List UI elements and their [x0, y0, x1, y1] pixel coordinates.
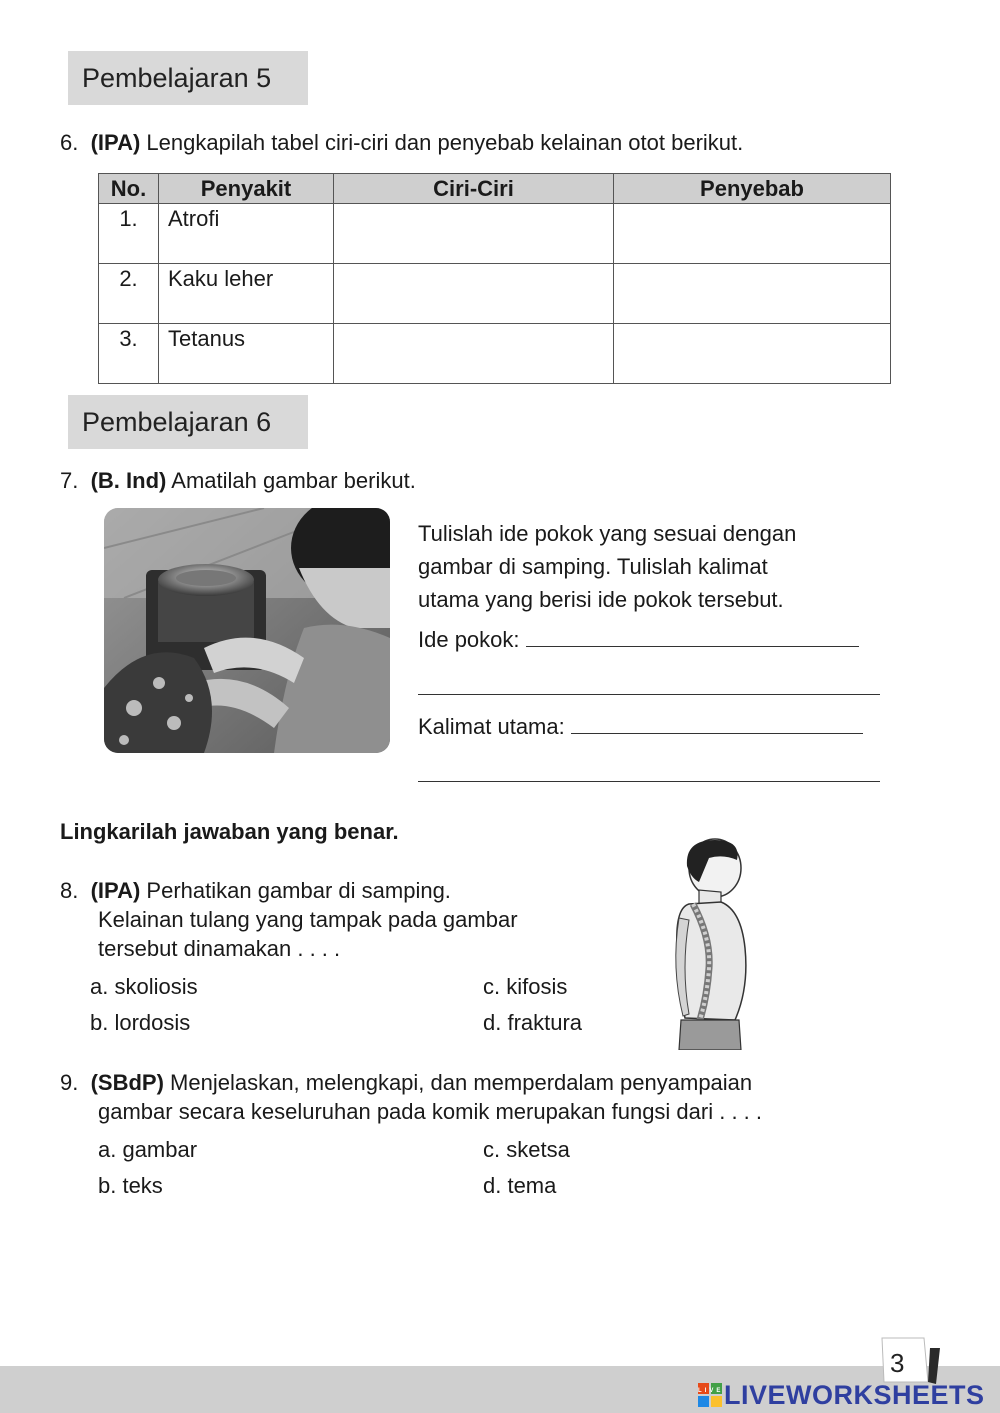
question-number: 6.	[60, 130, 79, 155]
instruction-line: gambar di samping. Tulislah kalimat	[418, 554, 768, 579]
row-number: 1.	[99, 204, 159, 264]
question-subject: (IPA)	[90, 878, 141, 903]
section-header-pembelajaran-5: Pembelajaran 5	[68, 51, 308, 105]
question-9-line-2: gambar secara keseluruhan pada komik merupakan fungsi dari . . . .	[98, 1099, 763, 1124]
liveworksheets-brand[interactable]	[698, 1380, 985, 1410]
table-header-penyebab: Penyebab	[614, 174, 891, 204]
table-row	[99, 264, 891, 324]
q8-option-b[interactable]: b. lordosis	[90, 1010, 191, 1035]
spine-illustration	[665, 838, 755, 1050]
section-header-pembelajaran-6: Pembelajaran 6	[68, 395, 308, 449]
question-subject: (SBdP)	[90, 1070, 164, 1095]
answer-cell-ciri[interactable]	[334, 324, 614, 384]
kalimat-utama-answer-line-2[interactable]	[418, 781, 880, 782]
answer-cell-penyebab[interactable]	[614, 264, 891, 324]
q8-option-a[interactable]: a. skoliosis	[90, 974, 198, 999]
question-7-instruction	[418, 517, 796, 616]
question-8	[60, 876, 451, 905]
answer-cell-ciri[interactable]	[334, 264, 614, 324]
question-subject: (B. Ind)	[90, 468, 167, 493]
kalimat-utama-answer-line[interactable]	[571, 713, 863, 734]
page-number: 3	[890, 1348, 905, 1378]
ide-pokok-answer-line-2[interactable]	[418, 694, 880, 695]
page-tab-icon	[878, 1334, 942, 1386]
q9-option-b[interactable]: b. teks	[98, 1173, 163, 1198]
muscle-disorder-table	[98, 173, 891, 384]
q8-option-c[interactable]: c. kifosis	[483, 974, 568, 999]
answer-cell-penyebab[interactable]	[614, 324, 891, 384]
question-number: 7.	[60, 468, 79, 493]
photo-woman-stove-image	[104, 508, 390, 753]
liveworksheets-text: LIVEWORKSHEETS	[724, 1379, 985, 1410]
row-disease: Atrofi	[159, 204, 334, 264]
table-row	[99, 324, 891, 384]
question-text: Amatilah gambar berikut.	[171, 468, 416, 493]
instruction-line: utama yang berisi ide pokok tersebut.	[418, 587, 784, 612]
question-text: Lengkapilah tabel ciri-ciri dan penyebab kelainan otot berikut.	[146, 130, 744, 155]
table-header-penyakit: Penyakit	[159, 174, 334, 204]
q9-option-a[interactable]: a. gambar	[98, 1137, 198, 1162]
question-number: 9.	[60, 1070, 79, 1095]
question-text: Menjelaskan, melengkapi, dan memperdalam penyampaian	[170, 1070, 753, 1095]
photo-woman-stove	[104, 508, 390, 753]
ide-pokok-label: Ide pokok:	[418, 627, 520, 652]
question-number: 8.	[60, 878, 79, 903]
page-number-tab	[878, 1334, 942, 1386]
question-8-line-3: tersebut dinamakan . . . .	[98, 936, 341, 961]
table-row	[99, 204, 891, 264]
answer-cell-penyebab[interactable]	[614, 204, 891, 264]
row-number: 2.	[99, 264, 159, 324]
row-disease: Kaku leher	[159, 264, 334, 324]
question-8-line-2: Kelainan tulang yang tampak pada gambar	[98, 907, 518, 932]
logo-squares-icon	[698, 1383, 722, 1407]
q8-option-d[interactable]: d. fraktura	[483, 1010, 583, 1035]
multiple-choice-instruction: Lingkarilah jawaban yang benar.	[60, 819, 399, 844]
table-header-no: No.	[99, 174, 159, 204]
kalimat-utama-label: Kalimat utama:	[418, 714, 565, 739]
ide-pokok-row	[418, 625, 859, 654]
ide-pokok-answer-line[interactable]	[526, 626, 859, 647]
row-disease: Tetanus	[159, 324, 334, 384]
table-header-ciri: Ciri-Ciri	[334, 174, 614, 204]
q9-option-d[interactable]: d. tema	[483, 1173, 557, 1198]
question-6	[60, 128, 743, 157]
question-7	[60, 466, 416, 495]
liveworksheets-logo-icon	[698, 1383, 722, 1407]
logo-live-text: LIVE	[698, 1388, 724, 1394]
spine-illustration-image	[665, 838, 755, 1050]
row-number: 3.	[99, 324, 159, 384]
question-text: Perhatikan gambar di samping.	[146, 878, 451, 903]
kalimat-utama-row	[418, 712, 863, 741]
q9-option-c[interactable]: c. sketsa	[483, 1137, 570, 1162]
instruction-line: Tulislah ide pokok yang sesuai dengan	[418, 521, 797, 546]
question-subject: (IPA)	[90, 130, 141, 155]
question-9	[60, 1068, 752, 1097]
answer-cell-ciri[interactable]	[334, 204, 614, 264]
